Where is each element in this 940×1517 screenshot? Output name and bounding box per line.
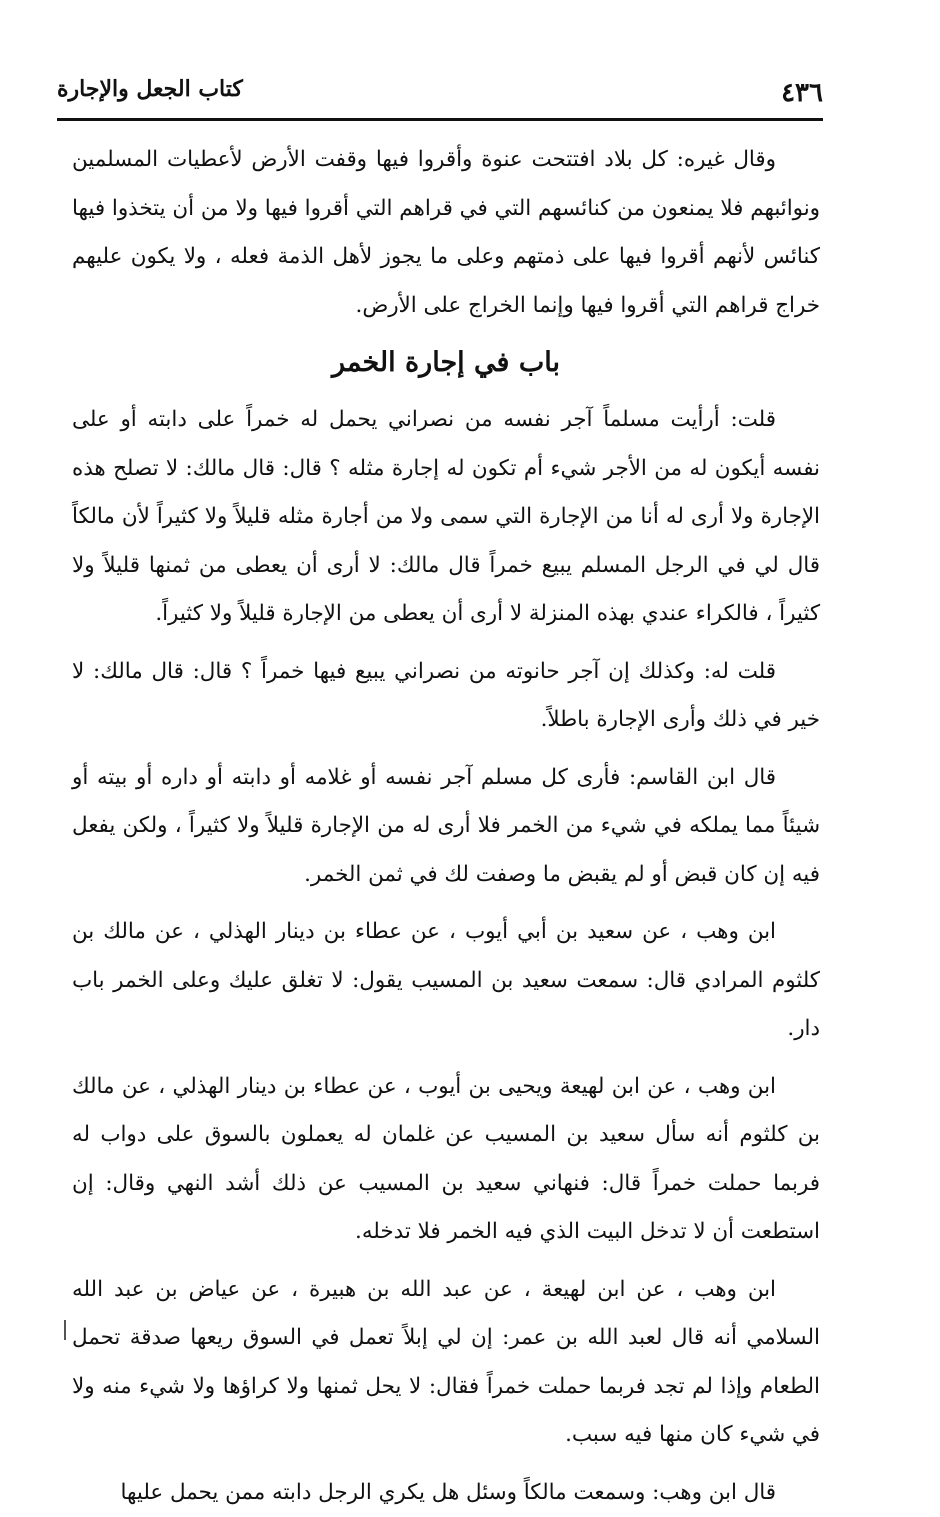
page-header: [57, 66, 823, 106]
paragraph-6: ابن وهب ، عن ابن لهيعة ، عن عبد الله بن هبيرة ، عن عياض بن عبد الله السلامي أنه قال لعبد الله بن عمر: إن لي إبلاً تعمل في السوق ريعها صدقة تحمل الطعام وإذا لم تجد فربما حملت خمراً فقال: لا يحل ثمنها ولا كراؤها ولا شيء منه ولا في شيء كان منها فيه سبب.: [72, 1266, 820, 1460]
running-title: كتاب الجعل والإجارة: [57, 76, 243, 102]
paragraph-3: قال ابن القاسم: فأرى كل مسلم آجر نفسه أو غلامه أو دابته أو داره أو بيته أو شيئاً مما يملكه في شيء من الخمر فلا أرى له من الإجارة قليلاً ولا كثيراً ، ولكن يفعل فيه إن كان قبض أو لم يقبض ما وصفت لك في ثمن الخمر.: [72, 754, 820, 900]
paragraph-2: قلت له: وكذلك إن آجر حانوته من نصراني يبيع فيها خمراً ؟ قال: قال مالك: لا خير في ذلك وأرى الإجارة باطلاً.: [72, 648, 820, 745]
paragraph-4: ابن وهب ، عن سعيد بن أبي أيوب ، عن عطاء بن دينار الهذلي ، عن مالك بن كلثوم المرادي قال: سمعت سعيد بن المسيب يقول: لا تغلق عليك وعلى الخمر باب دار.: [72, 908, 820, 1054]
header-rule: [57, 118, 823, 121]
paragraph-intro: وقال غيره: كل بلاد افتتحت عنوة وأقروا فيها وقفت الأرض لأعطيات المسلمين ونوائبهم فلا يمنعون من كنائسهم التي في قراهم التي أقروا فيها ولا من أن يتخذوا فيها كنائس لأنهم أقروا فيها على ذمتهم وعلى ما يجوز لأهل الذمة فعله ، ولا يكون عليهم خراج قراهم التي أقروا فيها وإنما الخراج على الأرض.: [72, 136, 820, 330]
margin-mark: [64, 1320, 66, 1340]
paragraph-1: قلت: أرأيت مسلماً آجر نفسه من نصراني يحمل له خمراً على دابته أو على نفسه أيكون له من الأجر شيء أم تكون له إجارة مثله ؟ قال: قال مالك: لا تصلح هذه الإجارة ولا أرى له أنا من الإجارة التي سمى ولا من أجارة مثله قليلاً ولا كثيراً لأن مالكاً قال لي في الرجل المسلم يبيع خمراً قال مالك: لا أرى أن يعطى من ثمنها قليلاً ولا كثيراً ، فالكراء عندي بهذه المنزلة لا أرى أن يعطى من الإجارة قليلاً ولا كثيراً.: [72, 396, 820, 639]
page-body: [72, 136, 820, 1517]
paragraph-7: قال ابن وهب: وسمعت مالكاً وسئل هل يكري الرجل دابته ممن يحمل عليها: [72, 1469, 820, 1517]
section-heading: باب في إجارة الخمر: [72, 339, 820, 387]
paragraph-5: ابن وهب ، عن ابن لهيعة ويحيى بن أيوب ، عن عطاء بن دينار الهذلي ، عن مالك بن كلثوم أنه سأل سعيد بن المسيب عن غلمان له يعملون بالسوق على دواب له فربما حملت خمراً قال: فنهاني سعيد بن المسيب عن ذلك أشد النهي وقال: إن استطعت أن لا تدخل البيت الذي فيه الخمر فلا تدخله.: [72, 1063, 820, 1257]
page-number: ٤٣٦: [781, 78, 823, 108]
